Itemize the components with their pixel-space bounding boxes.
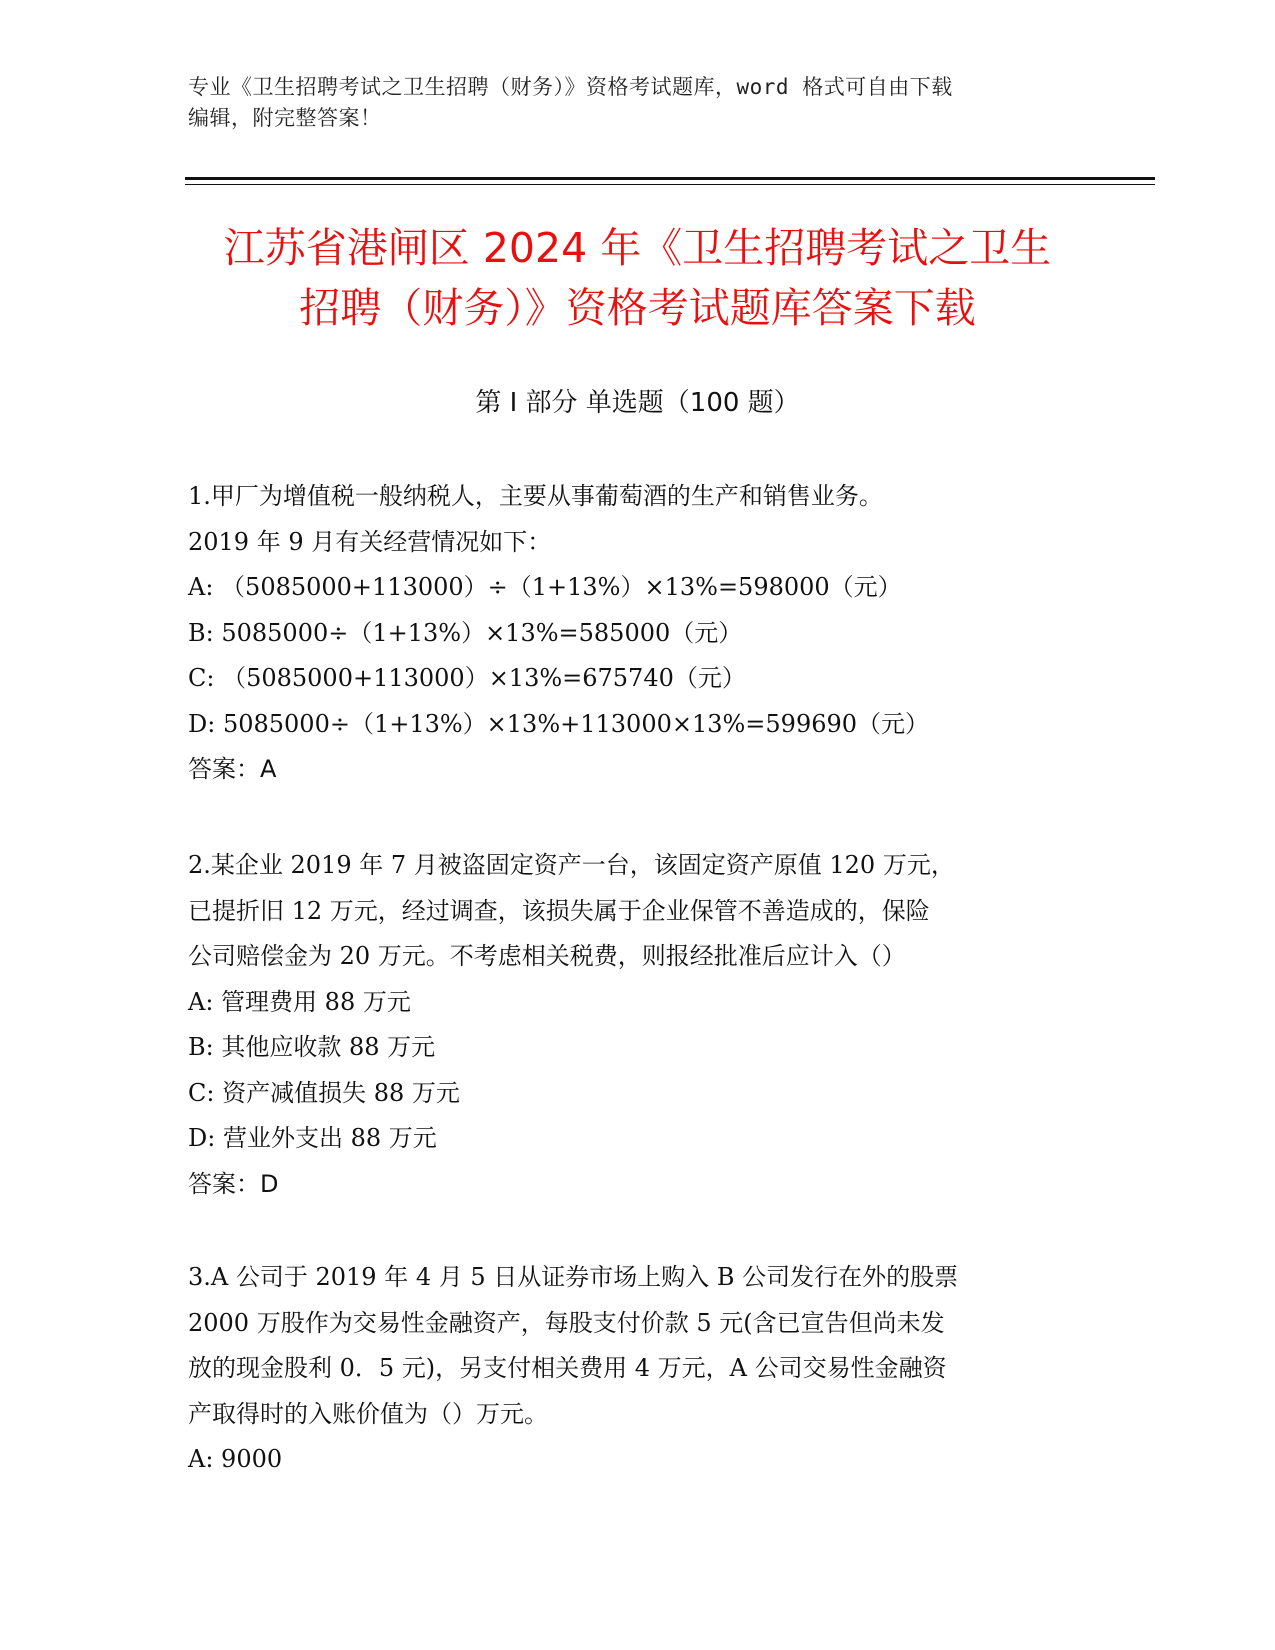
header-note-line: 专业《卫生招聘考试之卫生招聘（财务）》资格考试题库，word 格式可自由下载 [188,75,953,99]
header-note [188,72,1088,134]
question-2 [188,843,1088,1207]
option-c: C: 资产减值损失 88 万元 [188,1078,460,1107]
question-stem-line: 2.某企业 2019 年 7 月被盗固定资产一台，该固定资产原值 120 万元， [188,851,955,879]
option-d: D: 5085000÷（1+13%）×13%+113000×13%=599690（元） [188,709,930,738]
title-line: 江苏省港闸区 2024 年《卫生招聘考试之卫生 [223,224,1052,272]
header-rule-thick [185,177,1155,180]
section-heading: 第 I 部分 单选题（100 题） [475,388,800,418]
question-stem-line: 已提折旧 12 万元，经过调查，该损失属于企业保管不善造成的，保险 [188,896,930,925]
document-title [160,218,1115,338]
question-stem-line: 3.A 公司于 2019 年 4 月 5 日从证券市场上购入 B 公司发行在外的股票 [188,1263,959,1291]
question-stem-line: 2019 年 9 月有关经营情况如下： [188,527,552,556]
answer-label: 答案：A [188,755,277,783]
option-d: D: 营业外支出 88 万元 [188,1124,437,1152]
option-a: A: 9000 [188,1445,283,1473]
header-rule-thin [185,184,1155,185]
question-stem-line: 2000 万股作为交易性金融资产，每股支付价款 5 元(含已宣告但尚未发 [188,1308,945,1337]
question-stem-line: 放的现金股利 0．5 元)，另支付相关费用 4 万元，A 公司交易性金融资 [188,1354,947,1382]
question-1 [188,474,1088,793]
question-stem-line: 1.甲厂为增值税一般纳税人，主要从事葡萄酒的生产和销售业务。 [188,482,883,510]
option-b: B: 其他应收款 88 万元 [188,1033,436,1061]
title-line: 招聘（财务）》资格考试题库答案下载 [299,284,976,332]
question-stem-line: 公司赔偿金为 20 万元。不考虑相关税费，则报经批准后应计入（） [188,942,906,970]
option-b: B: 5085000÷（1+13%）×13%=585000（元） [188,618,743,647]
answer-label: 答案：D [188,1169,279,1198]
option-a: A: 管理费用 88 万元 [188,987,411,1016]
header-note-line: 编辑，附完整答案！ [188,106,382,130]
option-c: C: （5085000+113000）×13%=675740（元） [188,664,746,692]
option-a: A: （5085000+113000）÷（1+13%）×13%=598000（元） [188,573,902,601]
question-3 [188,1255,1088,1483]
question-stem-line: 产取得时的入账价值为（）万元。 [188,1399,548,1428]
